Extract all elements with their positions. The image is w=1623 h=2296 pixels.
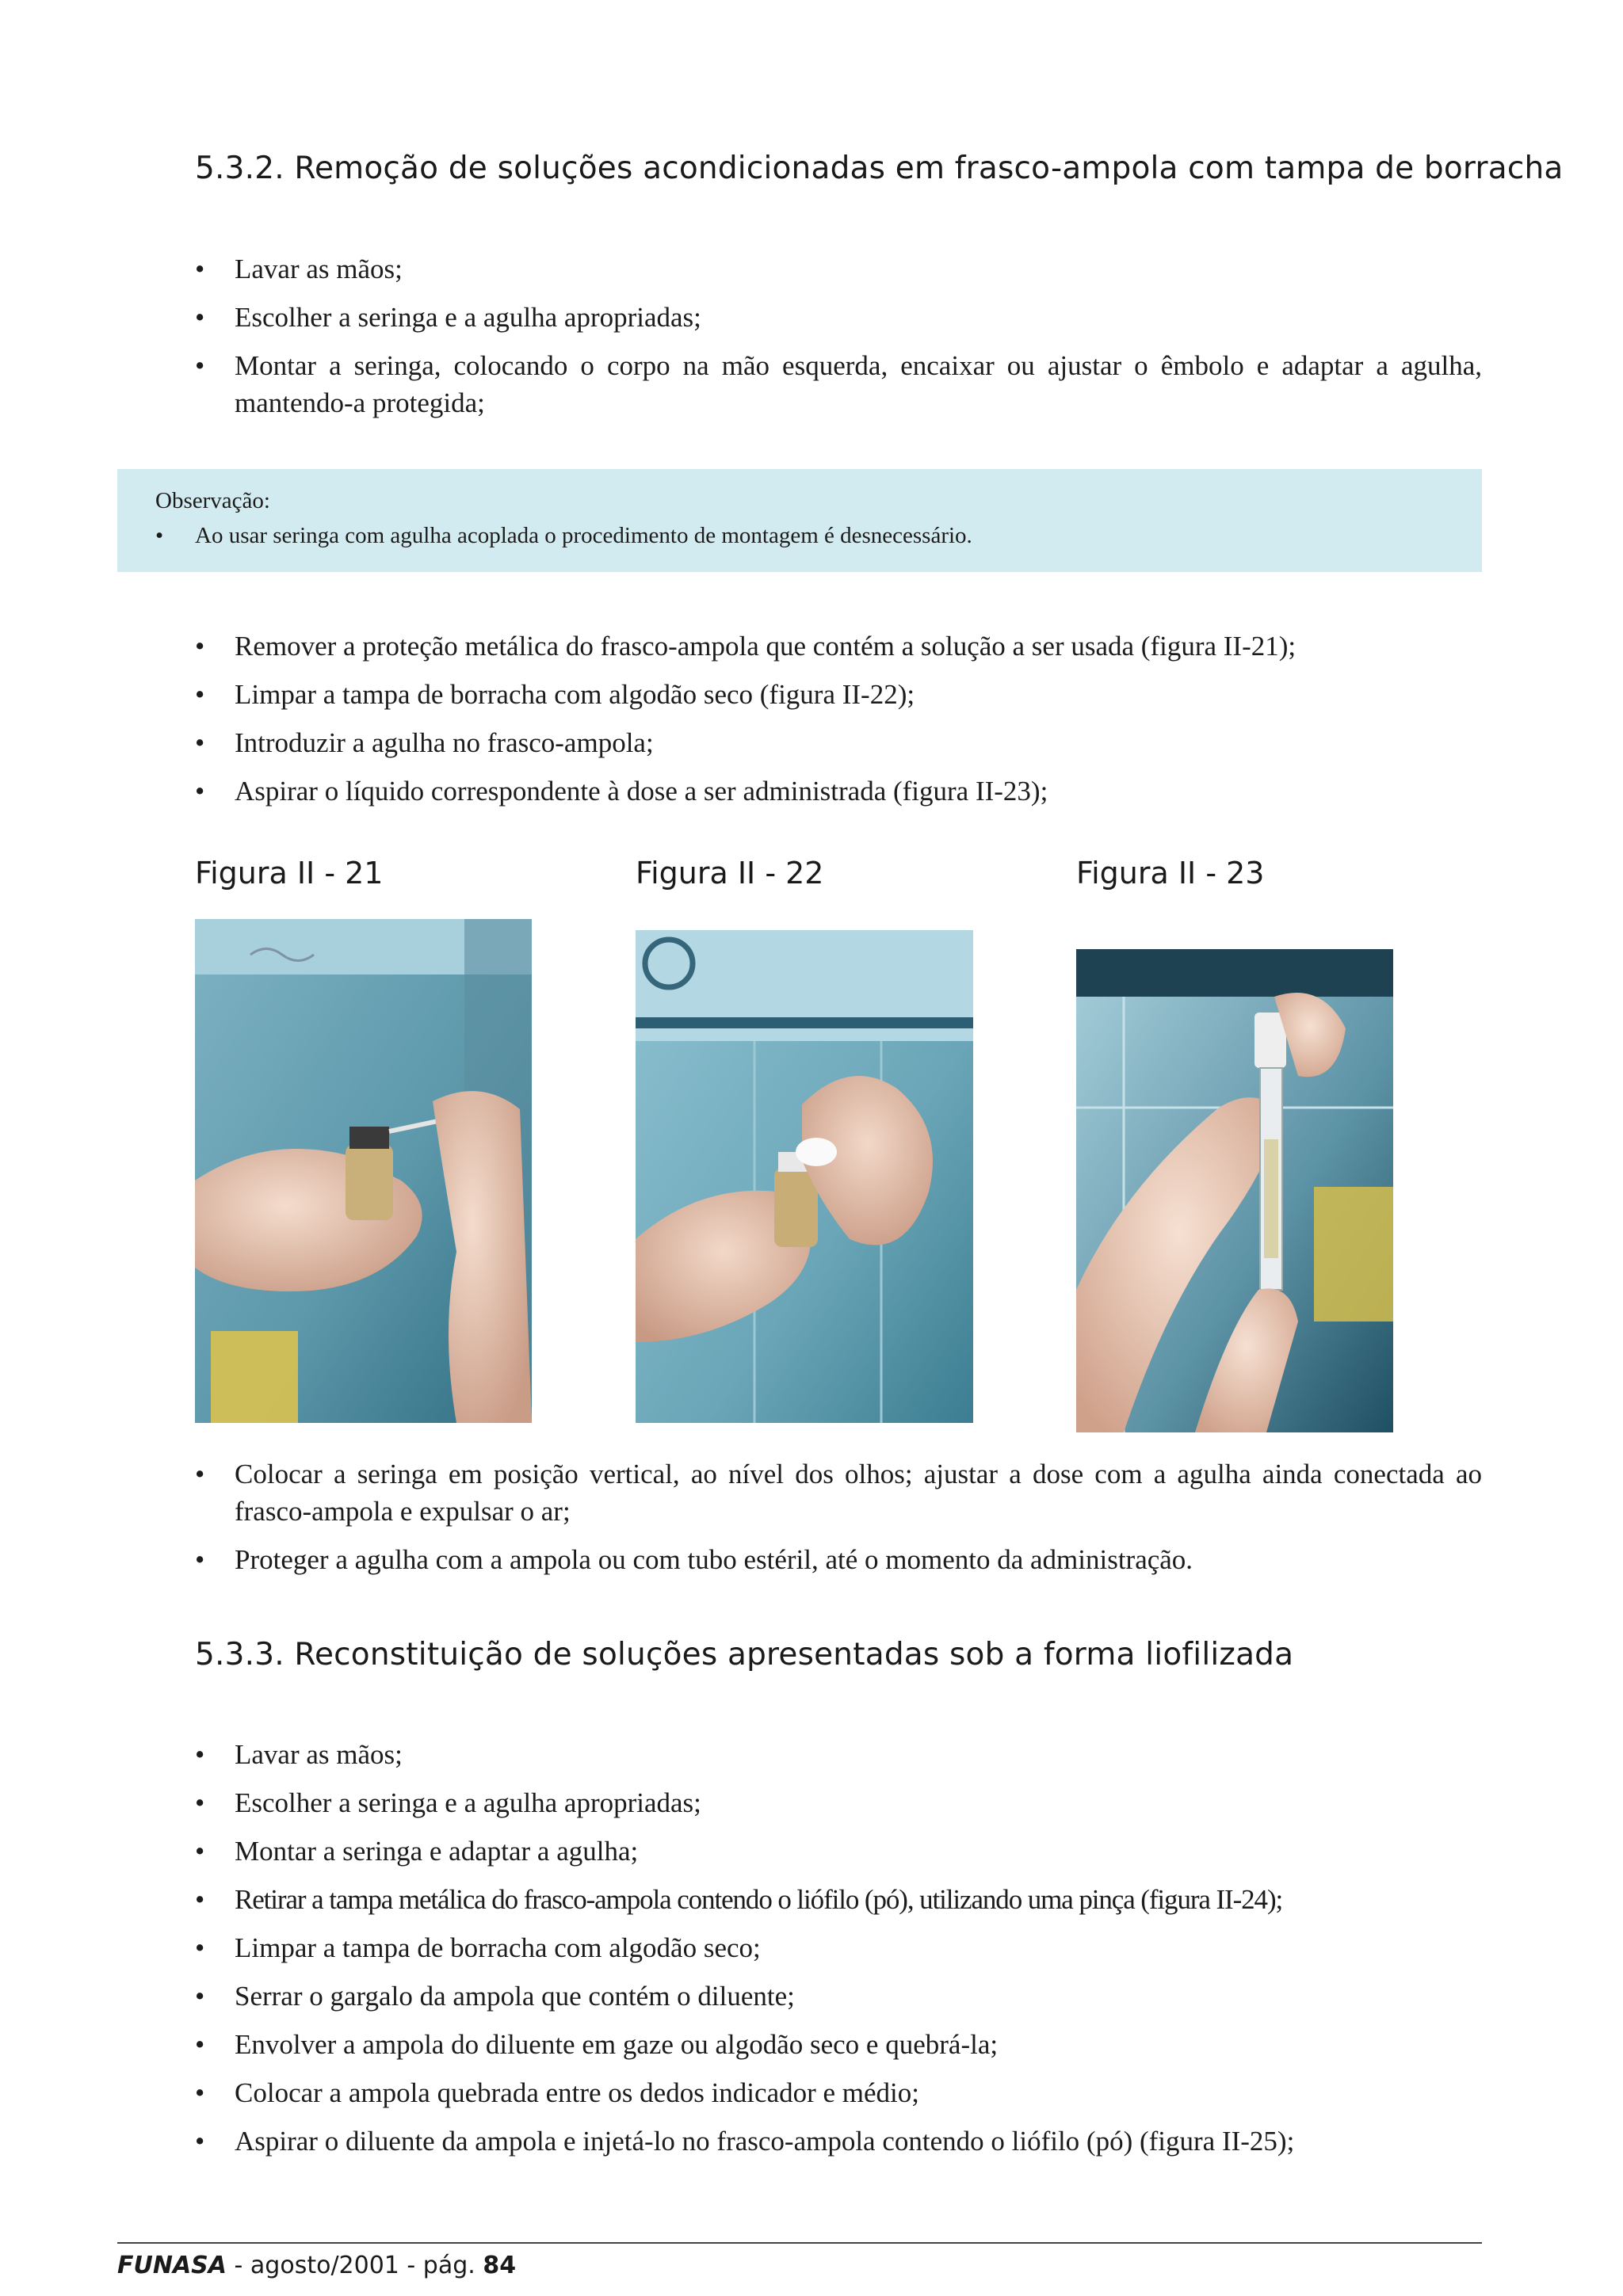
footer-date-text: - agosto/2001 - pág.: [227, 2252, 483, 2279]
bullet-icon: •: [195, 302, 205, 333]
bullet-icon: •: [195, 1884, 204, 1915]
list-item: • Serrar o gargalo da ampola que contém o diluente;: [195, 1978, 1482, 2015]
list-item: • Limpar a tampa de borracha com algodão seco;: [195, 1929, 1482, 1966]
bullet-icon: •: [195, 1836, 205, 1867]
bullet-icon: •: [195, 2077, 205, 2108]
list-item: • Aspirar o líquido correspondente à dose a ser administrada (figura II-23);: [195, 772, 1482, 810]
list-item: • Introduzir a agulha no frasco-ampola;: [195, 724, 1482, 761]
page-footer: [117, 2252, 516, 2279]
footer-brand: FUNASA: [117, 2252, 227, 2279]
figure-label-ii-22: Figura II - 22: [636, 856, 824, 891]
observation-title: Observação:: [155, 488, 270, 513]
bullet-icon: •: [195, 1981, 205, 2012]
steps-list-before-note: [195, 250, 1482, 433]
bullet-icon: •: [195, 2126, 205, 2157]
figure-photo-ii-23: [1076, 949, 1393, 1432]
list-item: • Remover a proteção metálica do frasco-ampola que contém a solução a ser usada (figura II-21);: [195, 627, 1482, 665]
list-item: • Lavar as mãos;: [195, 250, 1482, 288]
list-item: • Retirar a tampa metálica do frasco-ampola contendo o liófilo (pó), utilizando uma pinça (figura II-24);: [195, 1881, 1482, 1918]
bullet-icon: •: [195, 1459, 205, 1489]
bullet-icon: •: [195, 776, 205, 807]
section-heading-5-3-2: 5.3.2. Remoção de soluções acondicionadas em frasco-ampola com tampa de borracha: [195, 151, 1564, 186]
list-item: • Envolver a ampola do diluente em gaze ou algodão seco e quebrá-la;: [195, 2026, 1482, 2063]
list-item: • Lavar as mãos;: [195, 1736, 1482, 1773]
list-item: • Proteger a agulha com a ampola ou com tubo estéril, até o momento da administração.: [195, 1541, 1482, 1578]
list-item: • Escolher a seringa e a agulha apropriadas;: [195, 299, 1482, 336]
list-item: • Limpar a tampa de borracha com algodão seco (figura II-22);: [195, 676, 1482, 713]
list-item: • Montar a seringa, colocando o corpo na mão esquerda, encaixar ou ajustar o êmbolo e adaptar a agulha, mantendo-a protegida;: [195, 347, 1482, 421]
bullet-icon: •: [195, 350, 205, 381]
section-heading-5-3-3: 5.3.3. Reconstituição de soluções apresentadas sob a forma liofilizada: [195, 1637, 1294, 1672]
list-item: • Colocar a ampola quebrada entre os dedos indicador e médio;: [195, 2074, 1482, 2111]
bullet-icon: •: [195, 679, 205, 710]
steps-list-after-figures: [195, 1455, 1482, 1589]
bullet-icon: •: [195, 727, 205, 758]
observation-box: [117, 469, 1482, 572]
figure-photo-ii-22: [636, 930, 973, 1423]
bullet-icon: •: [195, 1787, 205, 1818]
figure-label-ii-23: Figura II - 23: [1076, 856, 1265, 891]
figure-label-ii-21: Figura II - 21: [195, 856, 384, 891]
bullet-icon: •: [195, 2029, 205, 2060]
list-item: • Escolher a seringa e a agulha apropriadas;: [195, 1784, 1482, 1821]
list-item: • Aspirar o diluente da ampola e injetá-lo no frasco-ampola contendo o liófilo (pó) (figura II-25);: [195, 2122, 1482, 2160]
list-item: • Montar a seringa e adaptar a agulha;: [195, 1833, 1482, 1870]
bullet-icon: •: [195, 1544, 205, 1575]
list-item: • Colocar a seringa em posição vertical, ao nível dos olhos; ajustar a dose com a agulha ainda conectada ao frasco-ampola e expulsar o ar;: [195, 1455, 1482, 1530]
figure-photo-ii-21: [195, 919, 532, 1423]
steps-list-after-note: [195, 627, 1482, 821]
bullet-icon: •: [155, 523, 164, 548]
bullet-icon: •: [195, 1739, 205, 1770]
footer-divider: [117, 2242, 1482, 2244]
bullet-icon: •: [195, 254, 205, 284]
observation-item: • Ao usar seringa com agulha acoplada o procedimento de montagem é desnecessário.: [155, 518, 1482, 553]
bullet-icon: •: [195, 1932, 205, 1963]
bullet-icon: •: [195, 631, 205, 662]
reconstitution-steps-list: [195, 1736, 1482, 2171]
page-number: 84: [483, 2252, 517, 2279]
